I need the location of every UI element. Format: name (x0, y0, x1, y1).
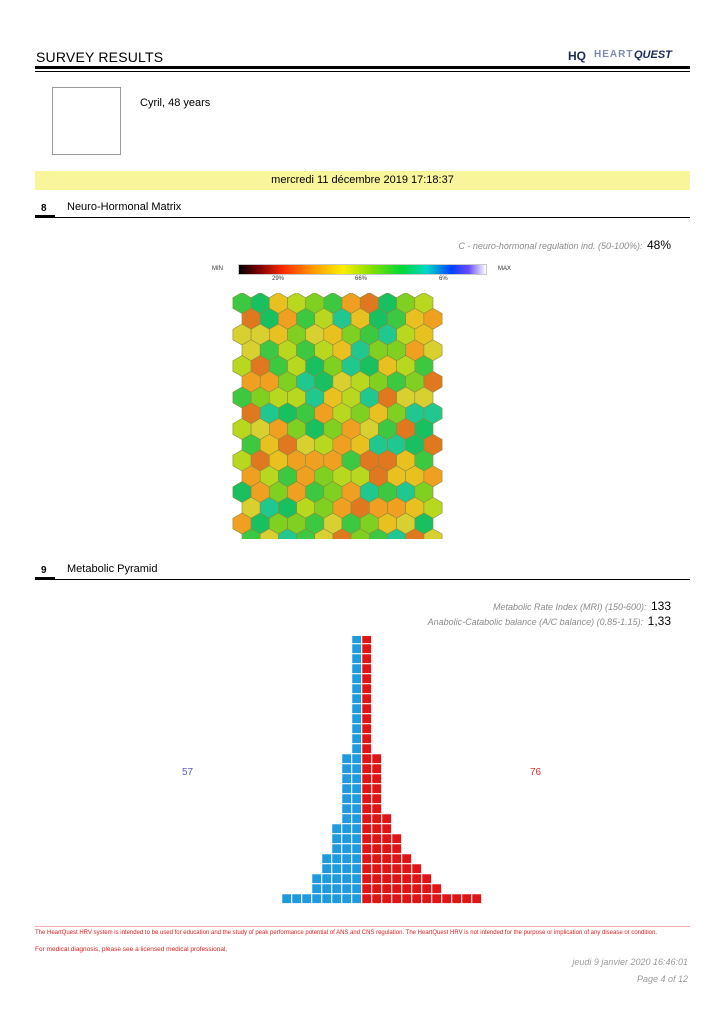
anabolic-value: 57 (182, 767, 194, 778)
pyramid-block-anabolic (352, 844, 361, 853)
pyramid-block-anabolic (322, 864, 331, 873)
pyramid-block-catabolic (362, 744, 371, 753)
pyramid-block-catabolic (362, 864, 371, 873)
pyramid-block-catabolic (382, 824, 391, 833)
pyramid-block-catabolic (392, 894, 401, 903)
patient-photo-placeholder (52, 87, 121, 155)
pyramid-block-anabolic (312, 884, 321, 893)
pyramid-block-anabolic (342, 754, 351, 763)
disclaimer-text: The HeartQuest HRV system is intended to be used for education and the study of peak performance potential of ANS and CNS regulation. The HeartQuest HRV is not intended for the purpose or implication of any disease or condition. (35, 930, 658, 936)
pyramid-block-catabolic (392, 884, 401, 893)
pyramid-block-catabolic (372, 804, 381, 813)
pyramid-block-anabolic (332, 864, 341, 873)
pyramid-block-catabolic (442, 894, 451, 903)
pyramid-block-anabolic (342, 854, 351, 863)
medical-disclaimer: For medical diagnosis, please see a licensed medical professional. (35, 946, 228, 953)
pyramid-block-catabolic (362, 774, 371, 783)
pyramid-block-catabolic (412, 874, 421, 883)
pyramid-block-catabolic (402, 894, 411, 903)
pyramid-block-catabolic (362, 874, 371, 883)
pyramid-block-catabolic (362, 834, 371, 843)
section-title: Neuro-Hormonal Matrix (67, 201, 182, 213)
pyramid-block-anabolic (352, 636, 361, 643)
pyramid-block-catabolic (402, 864, 411, 873)
pyramid-block-catabolic (362, 636, 371, 643)
pyramid-block-catabolic (362, 794, 371, 803)
pyramid-block-catabolic (382, 854, 391, 863)
pyramid-block-catabolic (362, 654, 371, 663)
pyramid-block-anabolic (352, 784, 361, 793)
pyramid-block-anabolic (352, 764, 361, 773)
section-title: Metabolic Pyramid (67, 563, 158, 575)
pyramid-block-anabolic (332, 854, 341, 863)
colorbar-min-label: MIN (212, 266, 223, 272)
pyramid-block-catabolic (472, 894, 481, 903)
pyramid-block-anabolic (352, 874, 361, 883)
pyramid-block-catabolic (402, 854, 411, 863)
pyramid-block-anabolic (352, 854, 361, 863)
pyramid-block-anabolic (342, 894, 351, 903)
mri-metric: Metabolic Rate Index (MRI) (150-600): 133 (492, 599, 671, 613)
pyramid-block-catabolic (382, 864, 391, 873)
pyramid-block-catabolic (382, 844, 391, 853)
pyramid-block-catabolic (402, 874, 411, 883)
pyramid-block-anabolic (322, 874, 331, 883)
pyramid-block-catabolic (382, 874, 391, 883)
section-underline-accent (35, 215, 55, 218)
pyramid-block-anabolic (342, 834, 351, 843)
neuro-hormonal-hex-matrix (232, 293, 492, 539)
pyramid-block-anabolic (352, 864, 361, 873)
pyramid-block-anabolic (352, 814, 361, 823)
pyramid-block-anabolic (352, 824, 361, 833)
session-date-band (35, 171, 690, 190)
pyramid-block-catabolic (372, 864, 381, 873)
pyramid-block-catabolic (372, 764, 381, 773)
pyramid-block-catabolic (372, 894, 381, 903)
pyramid-block-catabolic (362, 704, 371, 713)
pyramid-block-anabolic (352, 774, 361, 783)
colorbar-marker-1: 29% (272, 276, 285, 282)
pyramid-block-catabolic (402, 884, 411, 893)
pyramid-block-anabolic (332, 874, 341, 883)
section-underline-accent (35, 577, 55, 580)
pyramid-block-anabolic (332, 884, 341, 893)
pyramid-block-anabolic (282, 894, 291, 903)
header-rule (35, 66, 690, 69)
pyramid-block-catabolic (372, 754, 381, 763)
pyramid-block-anabolic (342, 774, 351, 783)
pyramid-block-anabolic (342, 794, 351, 803)
pyramid-block-catabolic (362, 764, 371, 773)
pyramid-block-anabolic (352, 714, 361, 723)
pyramid-block-anabolic (352, 644, 361, 653)
section-number: 8 (41, 203, 47, 214)
pyramid-block-catabolic (362, 784, 371, 793)
pyramid-block-catabolic (372, 834, 381, 843)
pyramid-block-anabolic (312, 894, 321, 903)
pyramid-block-catabolic (392, 864, 401, 873)
heartquest-logo: HQ HEART QUEST (568, 49, 672, 63)
header-rule-thin (35, 71, 690, 72)
pyramid-block-anabolic (342, 764, 351, 773)
metabolic-pyramid (270, 636, 500, 906)
footer-rule (35, 926, 690, 927)
pyramid-block-catabolic (412, 884, 421, 893)
pyramid-block-catabolic (372, 814, 381, 823)
pyramid-block-catabolic (362, 644, 371, 653)
patient-name: Cyril, 48 years (140, 97, 211, 109)
pyramid-block-anabolic (322, 894, 331, 903)
session-date: mercredi 11 décembre 2019 17:18:37 (271, 174, 454, 186)
pyramid-block-anabolic (352, 694, 361, 703)
pyramid-block-anabolic (342, 784, 351, 793)
pyramid-block-anabolic (332, 894, 341, 903)
pyramid-block-anabolic (352, 804, 361, 813)
pyramid-block-catabolic (372, 774, 381, 783)
print-date: jeudi 9 janvier 2020 16:46:01 (572, 957, 688, 967)
pyramid-block-catabolic (382, 814, 391, 823)
pyramid-block-anabolic (332, 824, 341, 833)
page-title: SURVEY RESULTS (36, 49, 164, 65)
pyramid-block-catabolic (362, 854, 371, 863)
pyramid-block-catabolic (362, 884, 371, 893)
pyramid-block-catabolic (372, 884, 381, 893)
pyramid-block-catabolic (362, 754, 371, 763)
pyramid-block-anabolic (342, 814, 351, 823)
pyramid-block-catabolic (372, 784, 381, 793)
pyramid-block-anabolic (342, 874, 351, 883)
pyramid-block-anabolic (322, 854, 331, 863)
page-number: Page 4 of 12 (636, 974, 688, 984)
pyramid-block-catabolic (392, 854, 401, 863)
pyramid-block-anabolic (352, 684, 361, 693)
ac-balance-metric: Anabolic-Catabolic balance (A/C balance) (0.85-1.15): 1,33 (427, 614, 671, 628)
pyramid-block-catabolic (362, 674, 371, 683)
pyramid-block-anabolic (342, 804, 351, 813)
pyramid-block-catabolic (362, 824, 371, 833)
catabolic-value: 76 (530, 767, 542, 778)
pyramid-block-catabolic (422, 874, 431, 883)
pyramid-block-catabolic (362, 804, 371, 813)
pyramid-block-catabolic (452, 894, 461, 903)
pyramid-block-anabolic (342, 844, 351, 853)
pyramid-block-catabolic (362, 684, 371, 693)
pyramid-block-catabolic (372, 854, 381, 863)
pyramid-block-anabolic (312, 874, 321, 883)
pyramid-block-catabolic (432, 894, 441, 903)
pyramid-block-catabolic (362, 694, 371, 703)
section-underline (55, 579, 690, 580)
pyramid-block-catabolic (392, 834, 401, 843)
pyramid-block-catabolic (362, 894, 371, 903)
pyramid-block-anabolic (352, 884, 361, 893)
section-underline (55, 217, 690, 218)
pyramid-block-anabolic (352, 834, 361, 843)
pyramid-block-anabolic (352, 664, 361, 673)
pyramid-block-catabolic (362, 664, 371, 673)
pyramid-block-catabolic (362, 724, 371, 733)
colorbar (238, 264, 487, 275)
pyramid-block-anabolic (292, 894, 301, 903)
pyramid-block-catabolic (382, 884, 391, 893)
colorbar-max-label: MAX (498, 266, 512, 272)
pyramid-block-anabolic (352, 704, 361, 713)
pyramid-block-catabolic (432, 884, 441, 893)
pyramid-block-catabolic (362, 734, 371, 743)
pyramid-block-anabolic (352, 744, 361, 753)
colorbar-marker-2: 66% (355, 276, 368, 282)
pyramid-block-anabolic (342, 884, 351, 893)
pyramid-block-anabolic (352, 674, 361, 683)
pyramid-block-catabolic (362, 844, 371, 853)
pyramid-block-catabolic (362, 714, 371, 723)
pyramid-block-anabolic (352, 724, 361, 733)
pyramid-block-catabolic (362, 814, 371, 823)
pyramid-block-catabolic (412, 894, 421, 903)
pyramid-block-catabolic (382, 834, 391, 843)
pyramid-block-anabolic (352, 734, 361, 743)
pyramid-block-anabolic (302, 894, 311, 903)
pyramid-block-catabolic (382, 894, 391, 903)
pyramid-block-anabolic (322, 884, 331, 893)
pyramid-block-catabolic (372, 794, 381, 803)
pyramid-block-anabolic (352, 654, 361, 663)
colorbar-marker-3: 6% (439, 276, 448, 282)
pyramid-block-anabolic (352, 754, 361, 763)
pyramid-block-anabolic (332, 844, 341, 853)
pyramid-block-anabolic (352, 794, 361, 803)
pyramid-block-anabolic (332, 834, 341, 843)
pyramid-block-catabolic (462, 894, 471, 903)
pyramid-block-anabolic (342, 824, 351, 833)
pyramid-block-catabolic (392, 874, 401, 883)
pyramid-block-catabolic (422, 884, 431, 893)
pyramid-block-catabolic (372, 874, 381, 883)
pyramid-block-catabolic (422, 894, 431, 903)
pyramid-block-catabolic (392, 844, 401, 853)
section-number: 9 (41, 565, 47, 576)
pyramid-block-catabolic (412, 864, 421, 873)
pyramid-block-anabolic (342, 864, 351, 873)
neuro-hormonal-metric: C - neuro-hormonal regulation ind. (50-100%): 48% (458, 238, 671, 252)
pyramid-block-catabolic (372, 824, 381, 833)
pyramid-block-catabolic (372, 844, 381, 853)
pyramid-block-anabolic (352, 894, 361, 903)
